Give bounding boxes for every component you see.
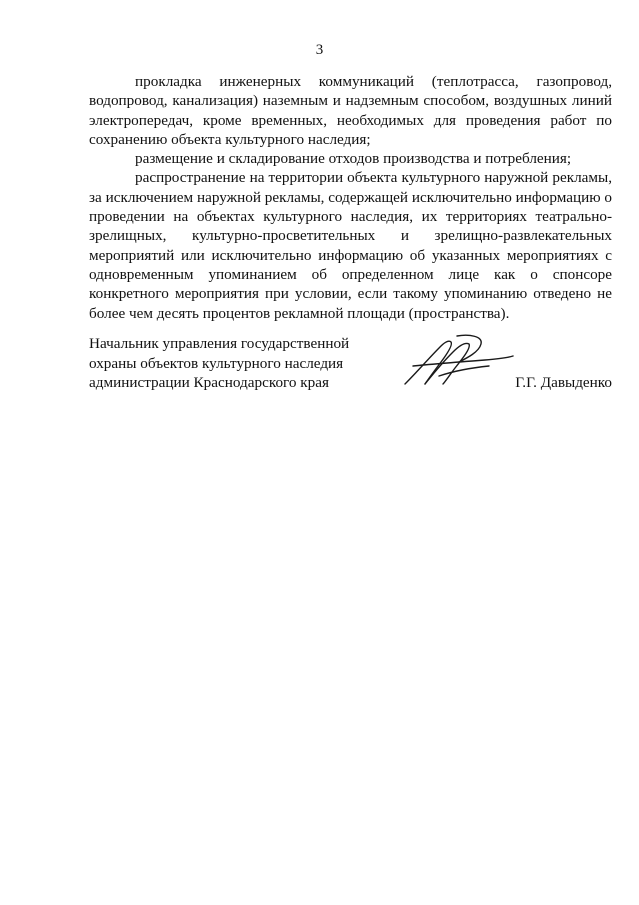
signatory-title-line: Начальник управления государственной [89,335,350,352]
paragraph-advertising: распространение на территории объекта культурного наружной рекламы, за исключением наружной рекламы, содержащей исключительно информацию о проведении на объектах культурного наследия, их территориях театрально-зрелищных, культурно-просветительных и зрелищно-развлекательных мероприятий или исключительно информацию об указанных мероприятиях с одновременным упоминанием об определенном лице как о спонсоре конкретного мероприятия при условии, если такому упоминанию отведено не более чем десять процентов рекламной площади (пространства). [89,169,612,322]
paragraph-waste: размещение и складирование отходов производства и потребления; [135,150,572,168]
signatory-title [89,334,349,393]
signatory-title-line: охраны объектов культурного наследия [89,354,344,372]
signatory-name: Г.Г. Давыденко [515,374,612,391]
signatory-title-line: администрации Краснодарского края [89,374,329,392]
page-number: 3 [315,42,324,58]
document-body [89,72,612,323]
signature-block [89,334,612,404]
handwritten-signature [399,332,519,392]
paragraph-utilities: прокладка инженерных коммуникаций (теплотрасса, газопровод, водопровод, канализация) наземным и надземным способом, воздушных линий электропередач, кроме временных, необходимых для проведения работ по сохранению объекта культурного наследия; [89,73,612,148]
